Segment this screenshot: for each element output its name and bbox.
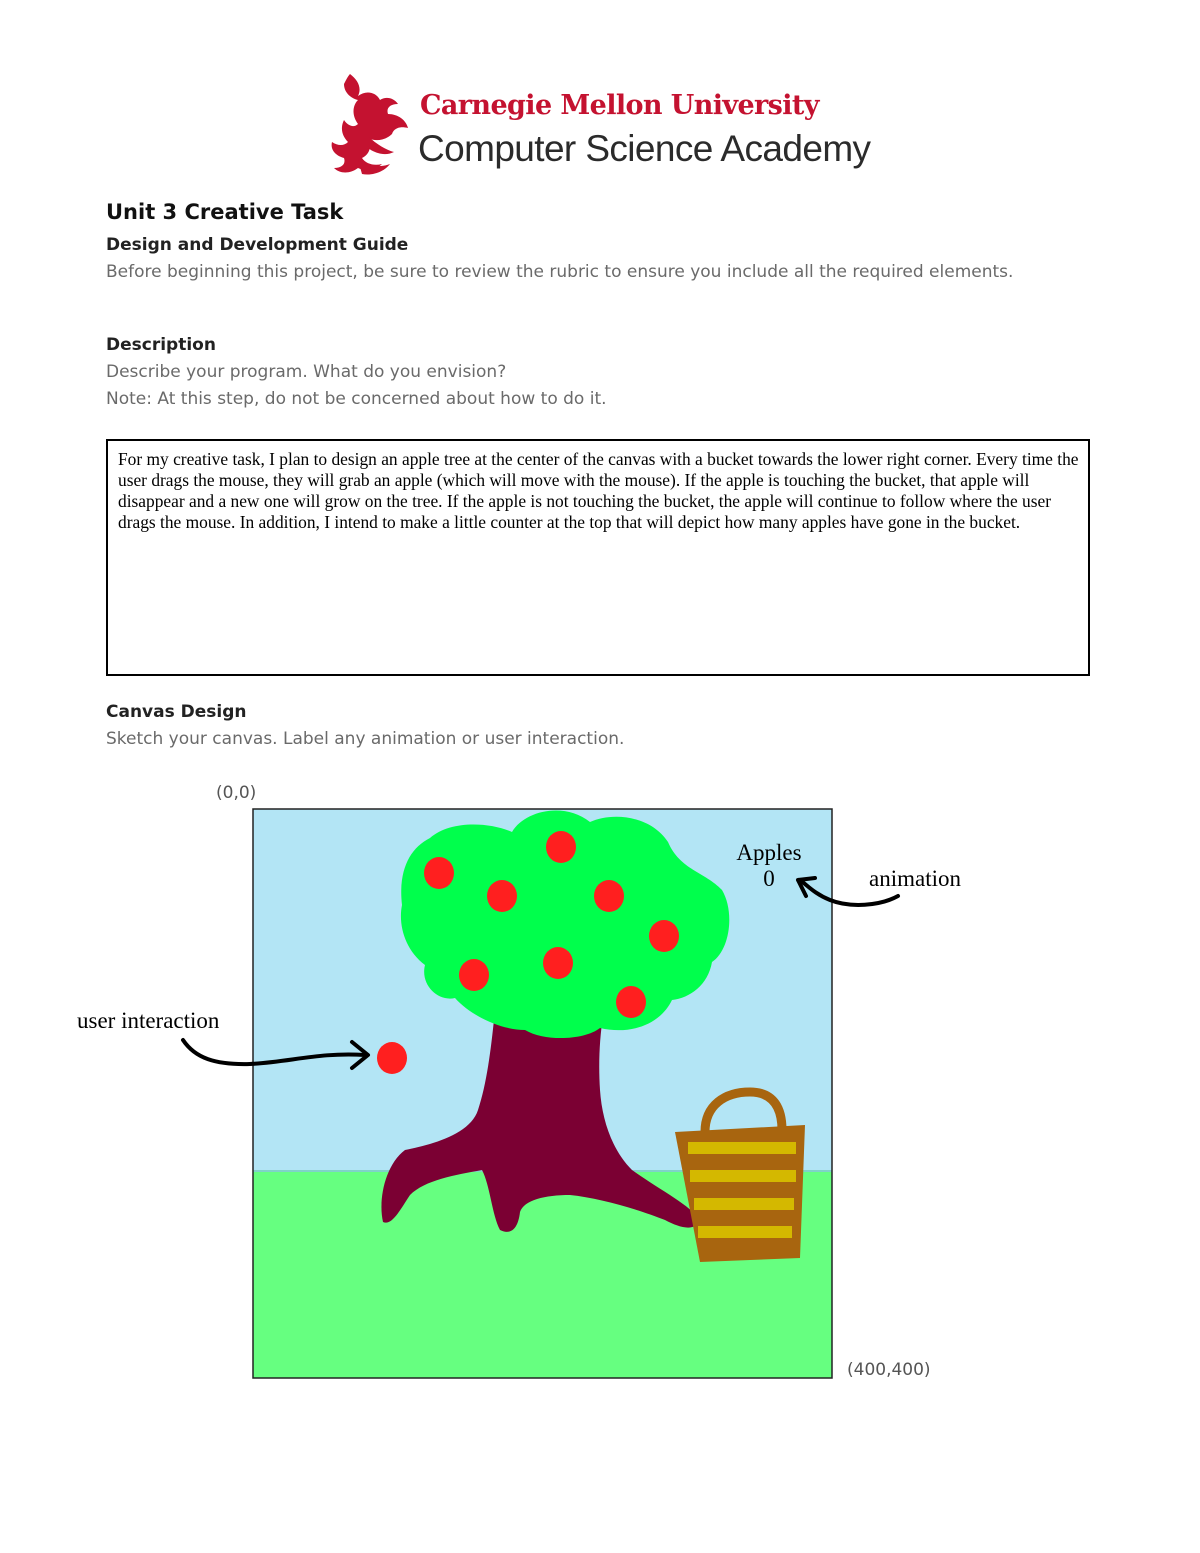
apple (424, 857, 454, 889)
apple (543, 947, 573, 979)
description-note: Note: At this step, do not be concerned about how to do it. (106, 389, 607, 409)
apple (459, 959, 489, 991)
origin-coordinate-label: (0,0) (216, 783, 257, 803)
apple (487, 880, 517, 912)
canvas-design-heading: Canvas Design (106, 702, 247, 722)
apples-counter-label: Apples (736, 840, 802, 865)
animation-label: animation (869, 866, 961, 891)
description-answer-text: For my creative task, I plan to design an apple tree at the center of the canvas with a bucket towards the lower right corner. Every time the user drags the mouse, they will grab an apple (which will move with the mouse). If the apple is touching the bucket, that apple will disappear and a new one will grow on the tree. If the apple is not touching the bucket, the apple will continue to follow where the user drags the mouse. In addition, I intend to make a little counter at the top that will depict how many apples have gone in the bucket. (118, 449, 1079, 532)
user-interaction-label: user interaction (77, 1008, 220, 1033)
canvas-design-prompt: Sketch your canvas. Label any animation or user interaction. (106, 729, 625, 749)
academy-name: Computer Science Academy (418, 128, 871, 169)
description-prompt: Describe your program. What do you envision? (106, 362, 507, 382)
page-title: Unit 3 Creative Task (106, 200, 344, 224)
apple (594, 880, 624, 912)
corner-coordinate-label: (400,400) (847, 1360, 931, 1380)
university-name: Carnegie Mellon University (420, 90, 819, 121)
apples-counter-value: 0 (763, 866, 775, 891)
guide-intro: Before beginning this project, be sure to review the rubric to ensure you include all the required elements. (106, 262, 1014, 282)
apple (649, 920, 679, 952)
dragged-apple (377, 1042, 407, 1074)
apple (546, 831, 576, 863)
guide-heading: Design and Development Guide (106, 235, 409, 255)
description-heading: Description (106, 335, 216, 355)
apple (616, 986, 646, 1018)
